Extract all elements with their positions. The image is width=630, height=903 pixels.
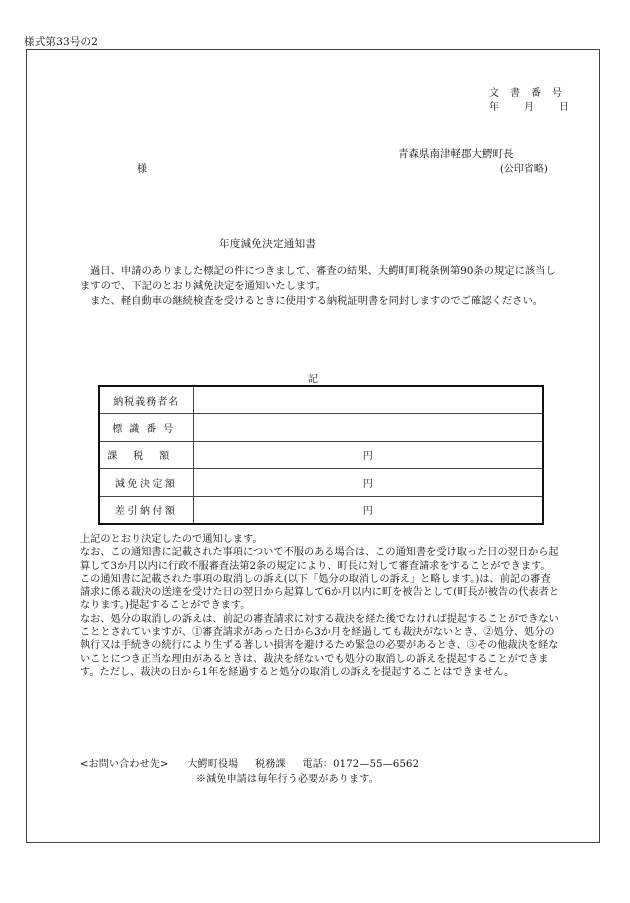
- notice-line: 上記のとおり決定したので通知します。: [80, 534, 263, 545]
- body-paragraph: また、軽自動車の継続検査を受けるときに使用する納税証明書を同封しますのでご確認ください。: [90, 295, 544, 307]
- row-label: 減免決定額: [99, 469, 193, 497]
- table-row: [99, 496, 543, 524]
- row-label: 標識番号: [99, 414, 193, 442]
- notice-paragraph: なお、この通知書に記載された事項について不服のある場合は、この通知書を受け取った日の翌日から起算して3か月以内に行政不服審査法第2条の規定により、町長に対して審査請求をすることができます。この通知書に記載された事項の取消しの訴え(以下「処分の取消しの訴え」と略します。)は、前記の審査請求に係る裁決の送達を受けた日の翌日から起算して6か月以内に町を被告として(町長が被告の代表者となります。)提起することができます。: [80, 547, 560, 612]
- document-number-label: 文書番号: [489, 88, 573, 99]
- notice-text: [80, 533, 560, 679]
- notice-paragraph: なお、処分の取消しの訴えは、前記の審査請求に対する裁決を経た後でなければ提起することができないこととされていますが、①審査請求があった日から3か月を経過しても裁決がないとき、②処分、処分の執行又は手続きの続行により生ずる著しい損害を避けるため緊急の必要があるとき、③その他裁決を経ないことにつき正当な理由があるときは、裁決を経ないでも処分の取消しの訴えを提起することができます。ただし、裁決の日から1年を経過すると処分の取消しの訴えを提起することはできません。: [80, 613, 559, 678]
- ki-heading: 記: [308, 374, 318, 385]
- row-label: 課税額: [99, 441, 193, 469]
- contact-section: 税務課: [255, 759, 286, 770]
- contact-line: [80, 755, 419, 770]
- document-title: 年度減免決定通知書: [219, 238, 317, 250]
- row-value: 円: [193, 469, 543, 497]
- row-value: [193, 386, 543, 414]
- row-label: 納税義務者名: [99, 386, 193, 414]
- document-date-label: 年月日: [489, 102, 594, 113]
- contact-phone: 電話：0172—55—6562: [302, 759, 420, 770]
- recipient-suffix: 様: [137, 164, 147, 175]
- seal-note: (公印省略): [500, 164, 548, 175]
- table-row: [99, 469, 543, 497]
- form-number: 様式第33号の2: [24, 36, 99, 48]
- row-value: 円: [193, 441, 543, 469]
- body-paragraph: 過日、申請のありました標記の件につきまして、審査の結果、大鰐町町税条例第90条の規定に該当しますので、下記のとおり減免決定を通知いたします。: [80, 265, 556, 292]
- sender-name: 青森県南津軽郡大鰐町長: [398, 148, 514, 160]
- tax-info-table: [98, 385, 544, 525]
- row-label: 差引納付額: [99, 496, 193, 524]
- contact-label: <お問い合わせ先>: [80, 759, 169, 770]
- table-row: [99, 441, 543, 469]
- row-value: [193, 414, 543, 442]
- table-row: [99, 414, 543, 442]
- contact-office: 大鰐町役場: [187, 759, 239, 770]
- row-value: 円: [193, 496, 543, 524]
- table-row: [99, 386, 543, 414]
- renewal-note: ※減免申請は毎年行う必要があります。: [196, 774, 379, 785]
